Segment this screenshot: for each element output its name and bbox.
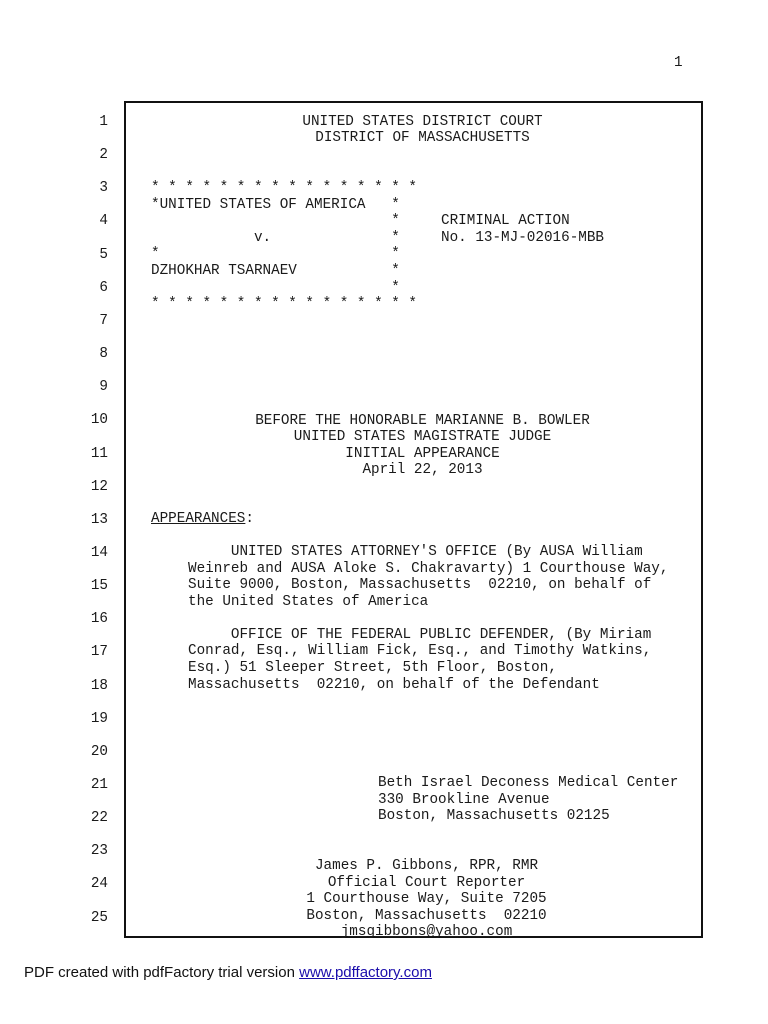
- defense-appearance-line: Conrad, Esq., William Fick, Esq., and Timothy Watkins,: [188, 643, 652, 659]
- line-number: 19: [90, 710, 108, 727]
- court-title: UNITED STATES DISTRICT COURT: [302, 114, 543, 130]
- court-district: DISTRICT OF MASSACHUSETTS: [315, 130, 530, 146]
- reporter-address-2: Boston, Massachusetts 02210: [306, 908, 547, 924]
- line-number: 14: [90, 544, 108, 561]
- line-number: 12: [90, 478, 108, 495]
- defense-appearance-line: OFFICE OF THE FEDERAL PUBLIC DEFENDER, (By Miriam: [188, 627, 652, 643]
- line-number: 24: [90, 876, 108, 893]
- line-number: 20: [90, 743, 108, 760]
- defense-appearance-line: Esq.) 51 Sleeper Street, 5th Floor, Boston,: [188, 660, 557, 676]
- case-number: No. 13-MJ-02016-MBB: [441, 230, 605, 246]
- line-number: 21: [90, 777, 108, 793]
- caption-border-bottom: * * * * * * * * * * * * * * * *: [151, 296, 417, 312]
- reporter-email: [128, 924, 725, 941]
- appearances-heading-text: APPEARANCES: [151, 511, 246, 527]
- line-number: 23: [90, 843, 108, 860]
- location-line: 330 Brookline Avenue: [378, 792, 550, 808]
- location-line: Boston, Massachusetts 02125: [378, 808, 610, 824]
- appearances-colon: :: [245, 511, 254, 527]
- line-number: 11: [90, 445, 108, 462]
- line-number: 10: [90, 412, 108, 429]
- page-number: 1: [674, 55, 683, 71]
- hearing-before: BEFORE THE HONORABLE MARIANNE B. BOWLER: [255, 413, 590, 429]
- caption-star-line: * *: [151, 246, 400, 262]
- line-number: 17: [90, 644, 108, 661]
- caption-plaintiff: *UNITED STATES OF AMERICA *: [151, 197, 400, 213]
- location-line: Beth Israel Deconess Medical Center: [378, 775, 679, 791]
- caption-defendant: DZHOKHAR TSARNAEV *: [151, 263, 400, 279]
- line-number: 6: [99, 279, 108, 296]
- line-number: 8: [99, 346, 108, 363]
- hearing-date: April 22, 2013: [362, 462, 483, 478]
- line-number: 15: [90, 578, 108, 595]
- reporter-email-link[interactable]: jmsgibbons@yahoo.com: [340, 924, 513, 940]
- line-number: 2: [99, 147, 108, 164]
- line-number: 9: [99, 379, 108, 396]
- government-appearance-line: UNITED STATES ATTORNEY'S OFFICE (By AUSA William: [188, 544, 643, 560]
- footer-text: PDF created with pdfFactory trial version: [24, 964, 300, 981]
- pdffactory-link[interactable]: www.pdffactory.com: [299, 964, 432, 981]
- line-number: 22: [90, 810, 108, 827]
- caption-blank-line: *: [151, 213, 400, 229]
- line-number: 7: [99, 312, 108, 329]
- caption-border-top: * * * * * * * * * * * * * * * *: [151, 180, 417, 196]
- reporter-title: Official Court Reporter: [327, 875, 526, 891]
- government-appearance-line: the United States of America: [188, 594, 429, 610]
- pdf-footer: [24, 964, 432, 981]
- hearing-judge-title: UNITED STATES MAGISTRATE JUDGE: [293, 429, 552, 445]
- line-number: 1: [99, 114, 108, 130]
- caption-blank-line-2: *: [151, 280, 400, 296]
- reporter-name: James P. Gibbons, RPR, RMR: [314, 858, 539, 874]
- defense-appearance-line: Massachusetts 02210, on behalf of the Defendant: [188, 677, 600, 693]
- line-number: 25: [90, 909, 108, 926]
- line-number: 5: [99, 246, 108, 263]
- line-number: 18: [90, 677, 108, 694]
- government-appearance-line: Suite 9000, Boston, Massachusetts 02210, on behalf of: [188, 577, 652, 593]
- line-number: 3: [99, 180, 108, 197]
- caption-versus: v. *: [151, 230, 400, 246]
- line-number: 4: [99, 213, 108, 230]
- government-appearance-line: Weinreb and AUSA Aloke S. Chakravarty) 1 Courthouse Way,: [188, 561, 669, 577]
- appearances-heading: [151, 511, 254, 528]
- reporter-address-1: 1 Courthouse Way, Suite 7205: [306, 891, 547, 907]
- hearing-proceeding: INITIAL APPEARANCE: [345, 446, 500, 462]
- criminal-action-label: CRIMINAL ACTION: [441, 213, 570, 229]
- line-number: 16: [90, 611, 108, 628]
- line-number: 13: [90, 511, 108, 528]
